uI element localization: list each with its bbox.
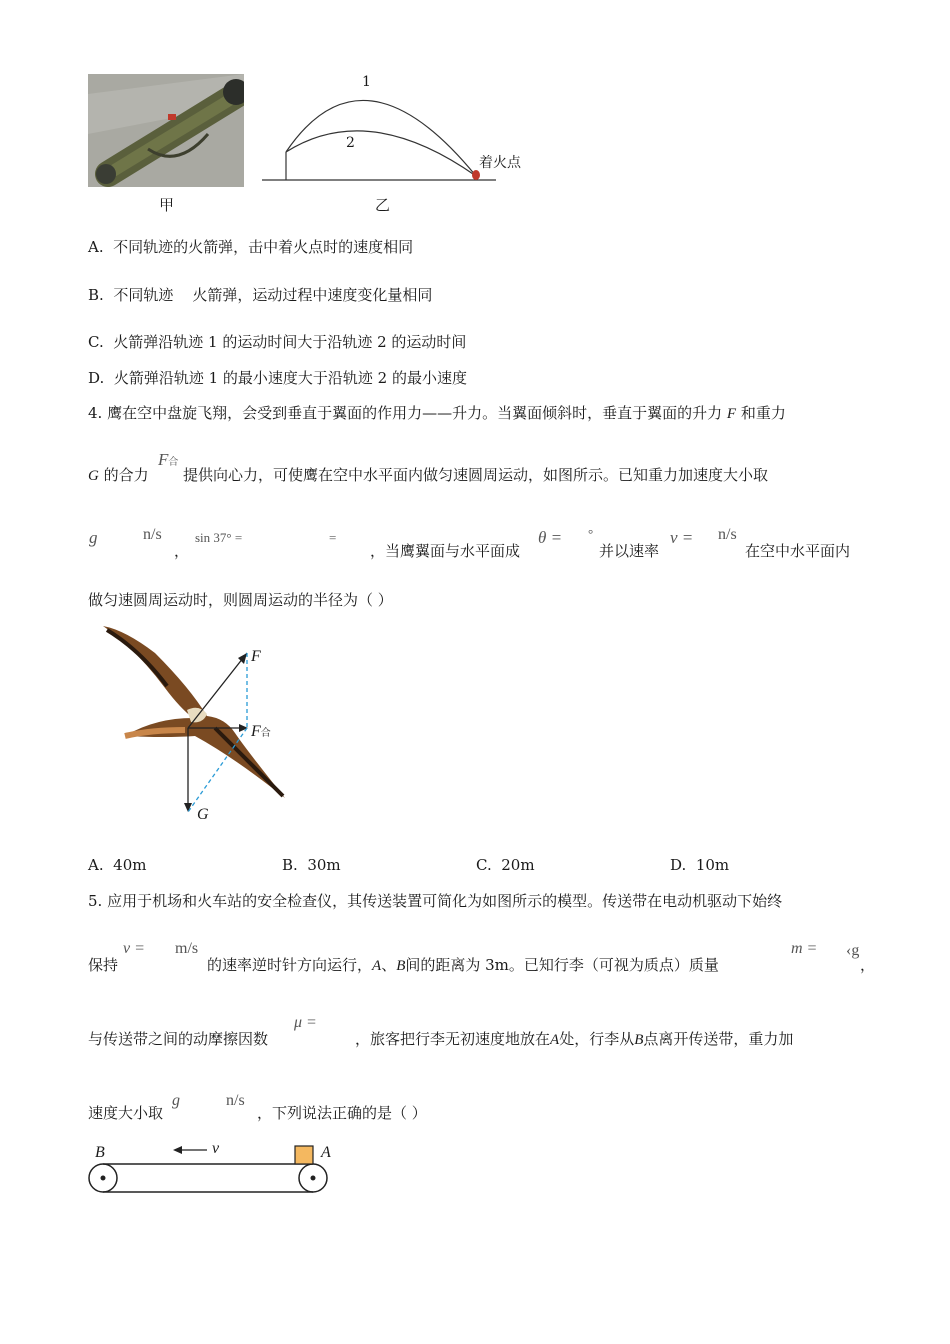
q4-line-3c: 在空中水平面内 [745, 542, 851, 560]
caption-yi: 乙 [375, 196, 391, 214]
q4-line-2: G 的合力 [88, 466, 149, 484]
q5-line-1: 5. 应用于机场和火车站的安全检查仪，其传送装置可简化为如图所示的模型。传送带在电动机驱动下始终 [88, 892, 783, 910]
q4-g-symbol: g [89, 528, 98, 547]
q4-line-1: 4. 鹰在空中盘旋飞翔，会受到垂直于翼面的作用力——升力。当翼面倾斜时，垂直于翼面的升力 F 和重力 [88, 404, 786, 422]
q5-mu-symbol: μ = [294, 1014, 317, 1031]
q4-option-a: A. 40m [88, 856, 147, 874]
q4-line-3b: 并以速率 [599, 542, 660, 560]
trajectory-1-label: 1 [362, 74, 371, 90]
caption-jia: 甲 [159, 196, 175, 214]
fig-net-force-label: F合 [251, 723, 271, 740]
fig-label-v: v [212, 1140, 220, 1157]
q4-degree: ° [588, 526, 594, 541]
q5-unit-ms: m/s [175, 940, 199, 957]
q4-theta: θ = [538, 528, 563, 547]
q3-option-d: D. 火箭弹沿轨迹 1 的最小速度大于沿轨迹 2 的最小速度 [88, 369, 467, 387]
q5-line-2b: 的速率逆时针方向运行，A、B间的距离为 3m。已知行李（可视为质点）质量 [207, 956, 719, 974]
q4-option-c: C. 20m [476, 856, 535, 874]
q4-unit-ms-2: n/s [718, 526, 737, 543]
q4-v-symbol: v = [670, 528, 694, 547]
q5-v-symbol: v = [123, 940, 145, 957]
q5-line-3b: ，旅客把行李无初速度地放在A处，行李从B点离开传送带，重力加 [355, 1030, 794, 1048]
q5-line-2a: 保持 [88, 956, 119, 974]
q5-line-4b: ，下列说法正确的是（ ） [257, 1104, 427, 1122]
q4-option-b: B. 30m [282, 856, 341, 874]
rocket-launcher-photo [88, 74, 244, 187]
q4-line-3a: ，当鹰翼面与水平面成 [370, 542, 521, 560]
q5-m-symbol: m = [791, 940, 818, 957]
fig-label-b: B [95, 1144, 105, 1161]
q4-line-2b: 提供向心力，可使鹰在空中水平面内做匀速圆周运动，如图所示。已知重力加速度大小取 [183, 466, 769, 484]
trajectory-2 [286, 131, 476, 176]
fig-gravity-label: G [197, 806, 209, 823]
fig-label-a: A [321, 1144, 331, 1161]
q4-line-4: 做匀速圆周运动时，则圆周运动的半径为（ ） [88, 591, 393, 609]
q4-fnet-symbol: F合 [158, 450, 179, 469]
q3-option-b: B. 不同轨迹 火箭弹，运动过程中速度变化量相同 [88, 286, 433, 304]
conveyor-belt-diagram [85, 1140, 335, 1200]
trajectory-2-label: 2 [346, 135, 355, 151]
lift-vector [188, 653, 247, 728]
q3-option-a: A. 不同轨迹的火箭弹，击中着火点时的速度相同 [88, 238, 414, 256]
q4-option-d: D. 10m [670, 856, 730, 874]
q5-unit-kg: ‹g [846, 942, 860, 959]
trajectory-diagram [258, 70, 538, 195]
q4-unit-ms: n/s [143, 526, 162, 543]
q5-line-4a: 速度大小取 [88, 1104, 164, 1122]
q4-comma: ， [174, 542, 190, 560]
q3-option-c: C. 火箭弹沿轨迹 1 的运动时间大于沿轨迹 2 的运动时间 [88, 333, 467, 351]
fig-lift-label: F [251, 648, 261, 665]
q5-unit-ms-2: n/s [226, 1092, 245, 1109]
q5-line-2-end: ， [860, 956, 876, 974]
q5-line-3a: 与传送带之间的动摩擦因数 [88, 1030, 269, 1048]
q5-g-symbol: g [172, 1092, 180, 1109]
luggage-box [295, 1146, 313, 1164]
q4-eq: = [329, 530, 337, 545]
q4-sin-expr: sin 37° = [195, 530, 243, 545]
impact-label: 着火点 [479, 155, 521, 171]
